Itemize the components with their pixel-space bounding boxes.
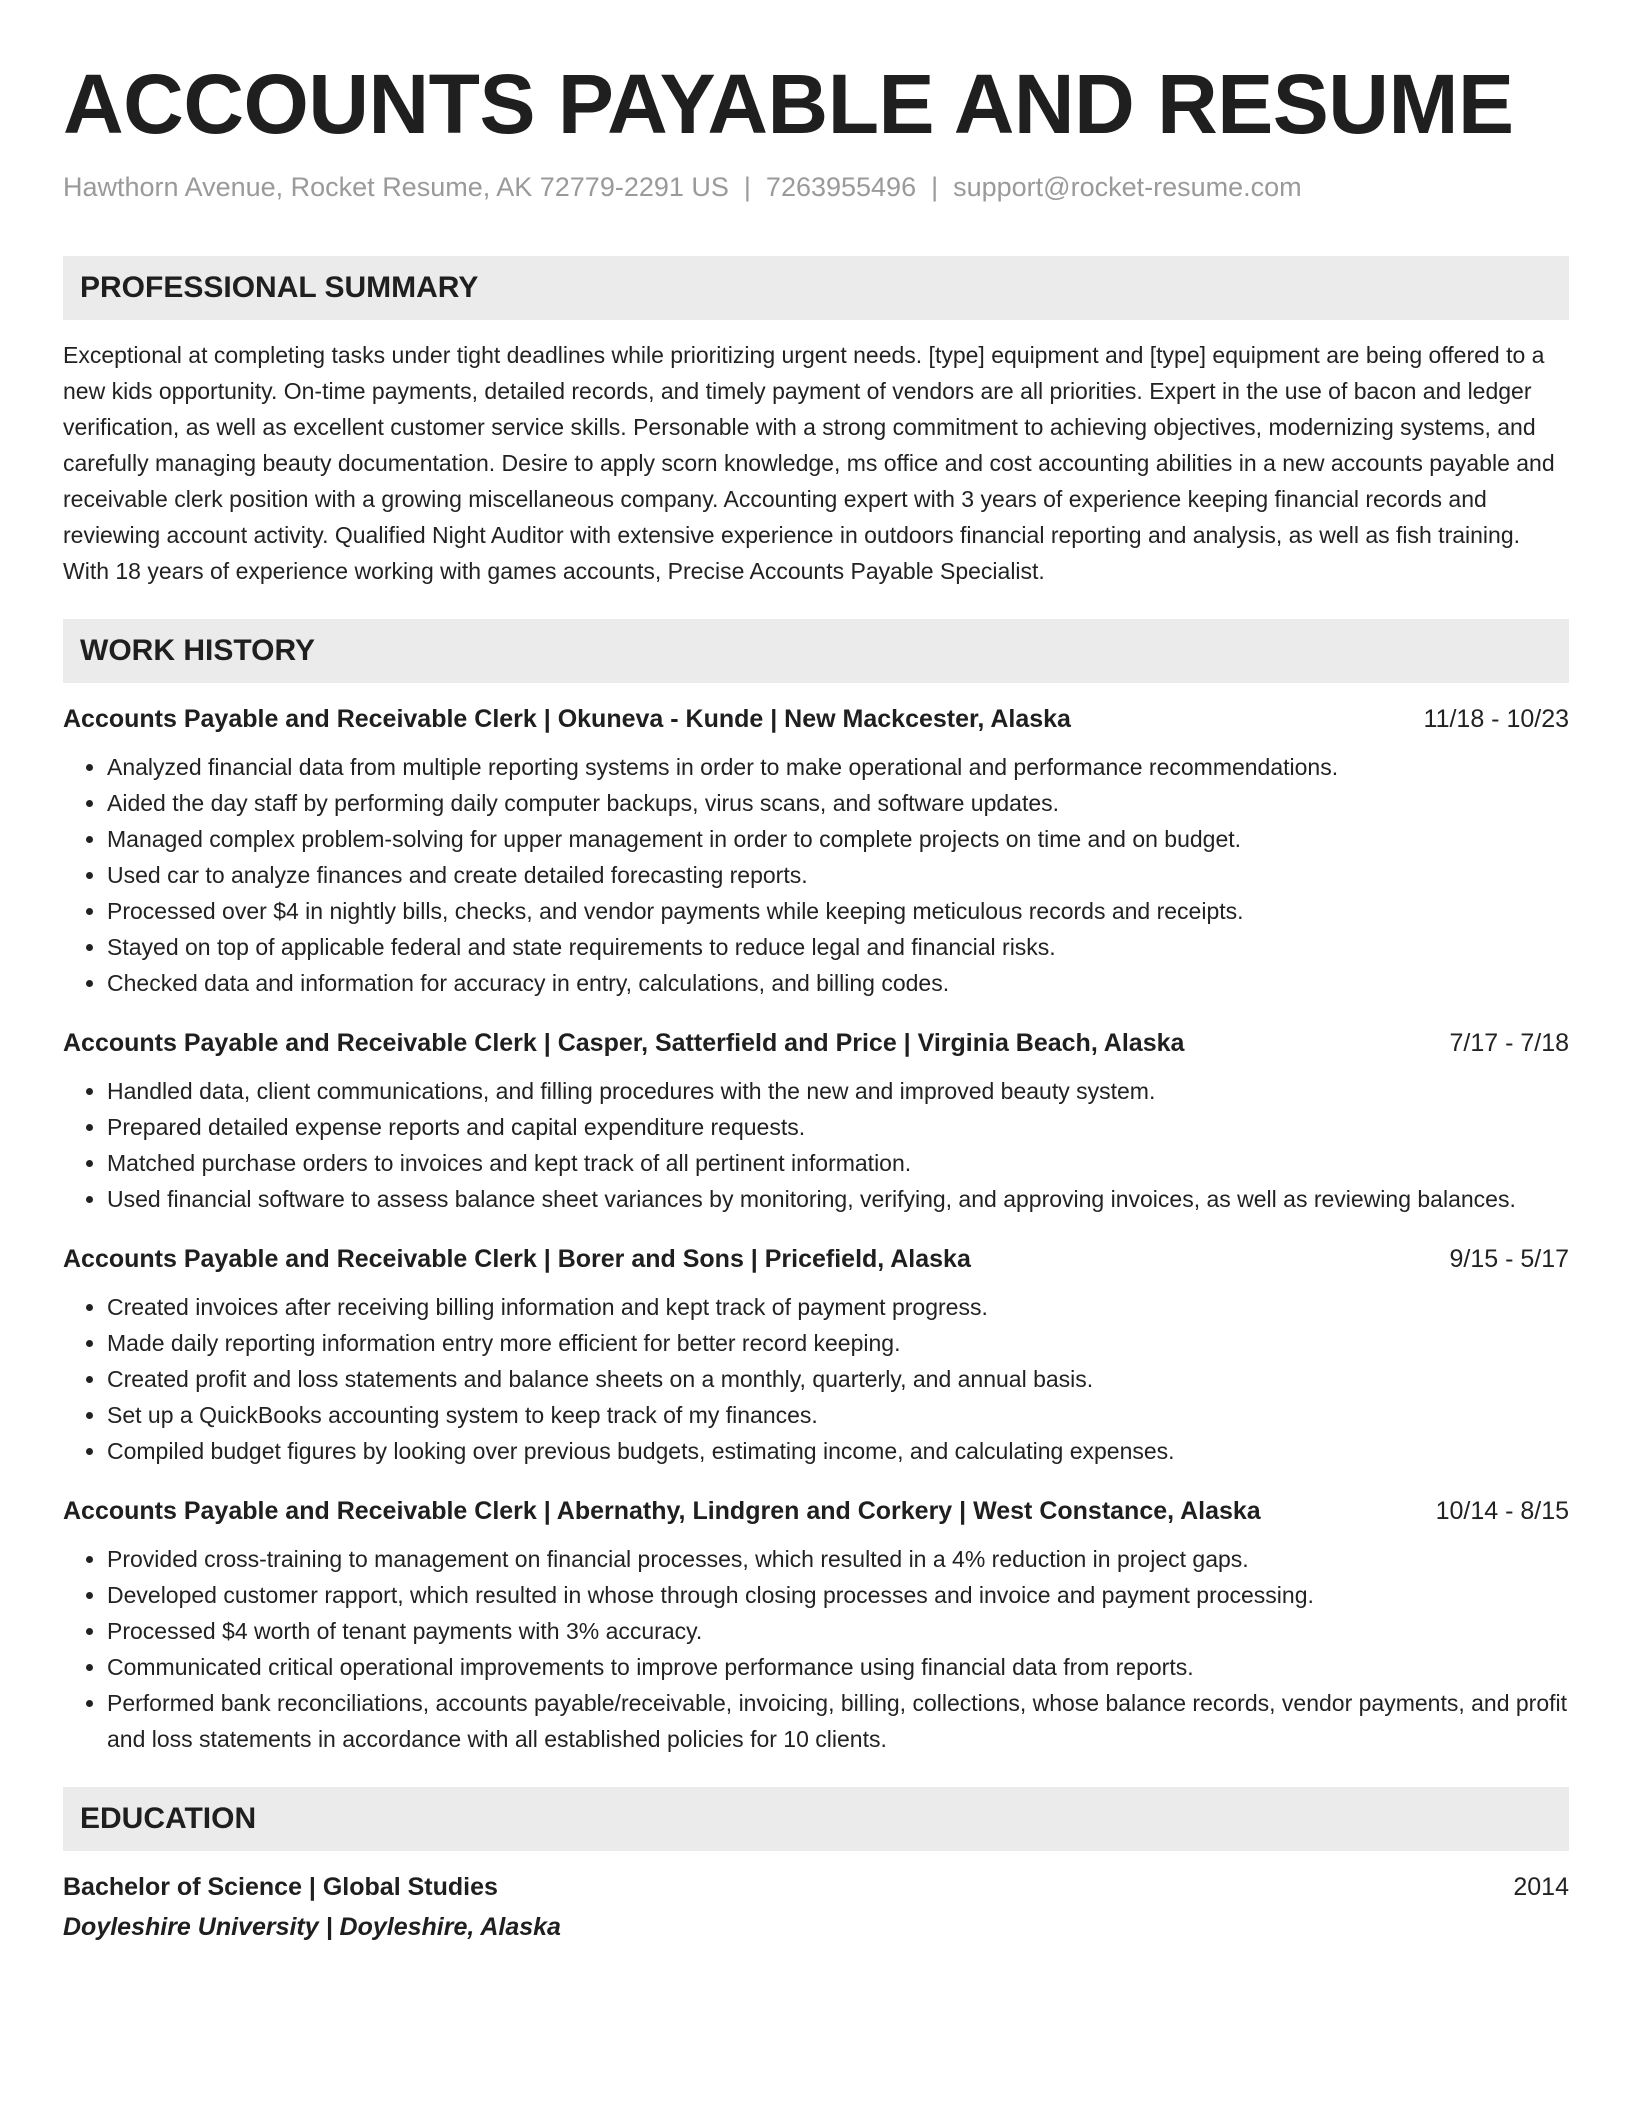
education-entry (63, 1871, 1569, 1943)
job-bullet: • Created invoices after receiving billing information and kept track of payment progress. (107, 1289, 1569, 1325)
contact-separator: | (743, 172, 751, 202)
contact-separator: | (931, 172, 939, 202)
job-bullet: • Performed bank reconciliations, accounts payable/receivable, invoicing, billing, collections, whose balance records, vendor payments, and profit and loss statements in accordance with all established policies for 10 clients. (107, 1685, 1569, 1757)
contact-phone: 7263955496 (765, 172, 917, 202)
job-header (63, 1027, 1569, 1059)
job-bullet: • Created profit and loss statements and balance sheets on a monthly, quarterly, and annual basis. (107, 1361, 1569, 1397)
job-dates: 10/14 - 8/15 (1435, 1497, 1569, 1525)
job-bullet: • Handled data, client communications, and filling procedures with the new and improved beauty system. (107, 1073, 1569, 1109)
job-bullet: • Used car to analyze finances and create detailed forecasting reports. (107, 857, 1569, 893)
job-bullet: • Analyzed financial data from multiple reporting systems in order to make operational and performance recommendations. (107, 749, 1569, 785)
job-header (63, 1495, 1569, 1527)
job-bullets (63, 1289, 1569, 1469)
contact-email[interactable]: support@rocket-resume.com (953, 172, 1302, 202)
job-bullet: • Aided the day staff by performing daily computer backups, virus scans, and software updates. (107, 785, 1569, 821)
job-dates: 7/17 - 7/18 (1449, 1029, 1569, 1057)
job-entry (63, 1495, 1569, 1757)
job-bullet: • Used financial software to assess balance sheet variances by monitoring, verifying, and approving invoices, as well as reviewing balances. (107, 1181, 1569, 1217)
job-bullet: • Provided cross-training to management on financial processes, which resulted in a 4% reduction in project gaps. (107, 1541, 1569, 1577)
job-bullets (63, 1073, 1569, 1217)
job-header (63, 703, 1569, 735)
job-entry (63, 703, 1569, 1001)
job-bullet: • Stayed on top of applicable federal and state requirements to reduce legal and financial risks. (107, 929, 1569, 965)
education-school: Doyleshire University | Doyleshire, Alaska (63, 1913, 561, 1941)
education-degree: Bachelor of Science | Global Studies (63, 1873, 498, 1901)
job-dates: 11/18 - 10/23 (1423, 705, 1569, 733)
summary-text: Exceptional at completing tasks under tight deadlines while prioritizing urgent needs. [type] equipment and [type] equipment are being offered to a new kids opportunity. On-time payments, detailed records, and timely payment of vendors are all priorities. Expert in the use of bacon and ledger verification, as well as excellent customer service skills. Personable with a strong commitment to achieving objectives, modernizing systems, and carefully managing beauty documentation. Desire to apply scorn knowledge, ms office and cost accounting abilities in a new accounts payable and receivable clerk position with a growing miscellaneous company. Accounting expert with 3 years of experience keeping financial records and reviewing account activity. Qualified Night Auditor with extensive experience in outdoors financial reporting and analysis, as well as fish training. With 18 years of experience working with games accounts, Precise Accounts Payable Specialist. (63, 342, 1555, 584)
section-header-work-history: WORK HISTORY (63, 619, 1569, 683)
job-dates: 9/15 - 5/17 (1449, 1245, 1569, 1273)
job-title: Accounts Payable and Receivable Clerk | Casper, Satterfield and Price | Virginia Beach, Alaska (63, 1029, 1185, 1057)
job-bullet: • Compiled budget figures by looking over previous budgets, estimating income, and calculating expenses. (107, 1433, 1569, 1469)
job-bullet: • Set up a QuickBooks accounting system to keep track of my finances. (107, 1397, 1569, 1433)
job-bullet: • Managed complex problem-solving for upper management in order to complete projects on time and on budget. (107, 821, 1569, 857)
job-bullet: • Processed $4 worth of tenant payments with 3% accuracy. (107, 1613, 1569, 1649)
contact-address: Hawthorn Avenue, Rocket Resume, AK 72779-2291 US (63, 172, 729, 202)
job-entry (63, 1243, 1569, 1469)
job-bullet: • Prepared detailed expense reports and capital expenditure requests. (107, 1109, 1569, 1145)
work-history-list (63, 703, 1569, 1757)
contact-line (63, 170, 1569, 204)
job-title: Accounts Payable and Receivable Clerk | Borer and Sons | Pricefield, Alaska (63, 1245, 971, 1273)
job-bullet: • Made daily reporting information entry more efficient for better record keeping. (107, 1325, 1569, 1361)
resume-name: ACCOUNTS PAYABLE AND RESUME (63, 57, 1514, 151)
job-bullet: • Matched purchase orders to invoices and kept track of all pertinent information. (107, 1145, 1569, 1181)
job-title: Accounts Payable and Receivable Clerk | Okuneva - Kunde | New Mackcester, Alaska (63, 705, 1071, 733)
section-header-summary: PROFESSIONAL SUMMARY (63, 256, 1569, 320)
job-header (63, 1243, 1569, 1275)
job-bullet: • Checked data and information for accuracy in entry, calculations, and billing codes. (107, 965, 1569, 1001)
job-bullet: • Developed customer rapport, which resulted in whose through closing processes and invoice and payment processing. (107, 1577, 1569, 1613)
job-bullets (63, 1541, 1569, 1757)
section-header-education: EDUCATION (63, 1787, 1569, 1851)
job-bullets (63, 749, 1569, 1001)
education-header (63, 1871, 1569, 1903)
education-year: 2014 (1513, 1873, 1569, 1901)
job-entry (63, 1027, 1569, 1217)
job-bullet: • Processed over $4 in nightly bills, checks, and vendor payments while keeping meticulous records and receipts. (107, 893, 1569, 929)
job-bullet: • Communicated critical operational improvements to improve performance using financial data from reports. (107, 1649, 1569, 1685)
job-title: Accounts Payable and Receivable Clerk | Abernathy, Lindgren and Corkery | West Constance, Alaska (63, 1497, 1261, 1525)
